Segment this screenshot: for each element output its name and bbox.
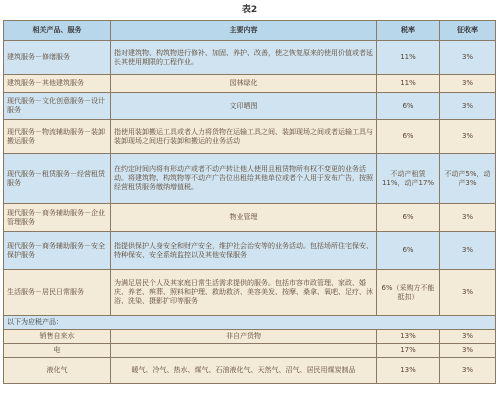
header-content: 主要内容 <box>111 21 377 41</box>
cell-content: 指对建筑物、构筑物进行修补、加固、养护、改善，使之恢复原来的使用价值或者延长其使用期限的工程作业。 <box>111 41 377 75</box>
cell-tax: 11% <box>377 75 440 93</box>
table-row <box>4 93 496 120</box>
cell-content: 在约定时间内将有形动产或者不动产转让他人使用且租赁物所有权不变更的业务活动。将建筑物、构筑物等不动产广告位出租给其他单位或者个人用于发布广告，按照经营租赁服务缴纳增值税。 <box>111 154 377 204</box>
cell-tax: 6% <box>377 232 440 270</box>
cell-tax: 11% <box>377 41 440 75</box>
cell-content: 指提供保护人身安全和财产安全，维护社会治安等的业务活动。包括场所住宅保安、特种保安、安全系统监控以及其他安保服务 <box>111 232 377 270</box>
cell-content: 文印晒图 <box>111 93 377 120</box>
cell-content: 园林绿化 <box>111 75 377 93</box>
cell-content <box>111 344 377 358</box>
cell-content: 为满足居民个人及其家庭日常生活需求提供的服务。包括市容市政管理、家政、婚庆、养老、殡葬、照料和护理、救助救济、美容美发、按摩、桑拿、氧吧、足疗、沐浴、洗染、摄影扩印等服务 <box>111 270 377 316</box>
cell-levy: 3% <box>440 75 496 93</box>
table-row <box>4 120 496 154</box>
cell-tax: 13% <box>377 358 440 384</box>
cell-levy: 3% <box>440 330 496 344</box>
cell-tax: 6% <box>377 120 440 154</box>
table-row <box>4 41 496 75</box>
header-product: 相关产品、服务 <box>4 21 111 41</box>
cell-tax: 17% <box>377 344 440 358</box>
cell-tax: 6% <box>377 93 440 120</box>
cell-content: 暖气、冷气、热水、煤气、石油液化气、天然气、沼气、居民用煤炭制品 <box>111 358 377 384</box>
header-tax: 税率 <box>377 21 440 41</box>
cell-tax: 6% <box>377 204 440 232</box>
table-title: 表2 <box>241 5 258 15</box>
cell-content: 非自产货物 <box>111 330 377 344</box>
cell-product: 现代服务－物流辅助服务－装卸搬运服务 <box>4 120 111 154</box>
cell-content: 指使用装卸搬运工具或者人力将货物在运输工具之间、装卸现场之间或者运输工具与装卸现场之间进行装卸和搬运的业务活动 <box>111 120 377 154</box>
cell-product: 建筑服务－修缮服务 <box>4 41 111 75</box>
cell-content: 物业管理 <box>111 204 377 232</box>
section-label: 以下为应税产品： <box>4 316 496 330</box>
cell-product: 液化气 <box>4 358 111 384</box>
cell-levy: 3% <box>440 270 496 316</box>
table-row <box>4 232 496 270</box>
table-row <box>4 75 496 93</box>
cell-tax: 13% <box>377 330 440 344</box>
cell-product: 销售自来水 <box>4 330 111 344</box>
cell-product: 现代服务－租赁服务－经营租赁服务 <box>4 154 111 204</box>
cell-levy: 不动产5%，动产3% <box>440 154 496 204</box>
cell-product: 建筑服务－其他建筑服务 <box>4 75 111 93</box>
header-row <box>4 21 496 41</box>
cell-levy: 3% <box>440 120 496 154</box>
cell-levy: 3% <box>440 344 496 358</box>
table-row <box>4 154 496 204</box>
table-row <box>4 330 496 344</box>
header-levy: 征收率 <box>440 21 496 41</box>
cell-levy: 3% <box>440 41 496 75</box>
tax-rate-table <box>3 20 496 384</box>
cell-levy: 3% <box>440 232 496 270</box>
cell-levy: 3% <box>440 204 496 232</box>
cell-levy: 3% <box>440 358 496 384</box>
table-row <box>4 204 496 232</box>
cell-tax: 不动产租赁11%，动产17% <box>377 154 440 204</box>
table-row <box>4 358 496 384</box>
cell-levy: 3% <box>440 93 496 120</box>
cell-product: 生活服务－居民日常服务 <box>4 270 111 316</box>
cell-product: 现代服务－文化创意服务－设计服务 <box>4 93 111 120</box>
section-row <box>4 316 496 330</box>
cell-product: 现代服务－商务辅助服务－企业管理服务 <box>4 204 111 232</box>
cell-product: 现代服务－商务辅助服务－安全保护服务 <box>4 232 111 270</box>
cell-tax: 6%（采购方不能抵扣） <box>377 270 440 316</box>
cell-product: 电 <box>4 344 111 358</box>
table-row <box>4 270 496 316</box>
table-row <box>4 344 496 358</box>
